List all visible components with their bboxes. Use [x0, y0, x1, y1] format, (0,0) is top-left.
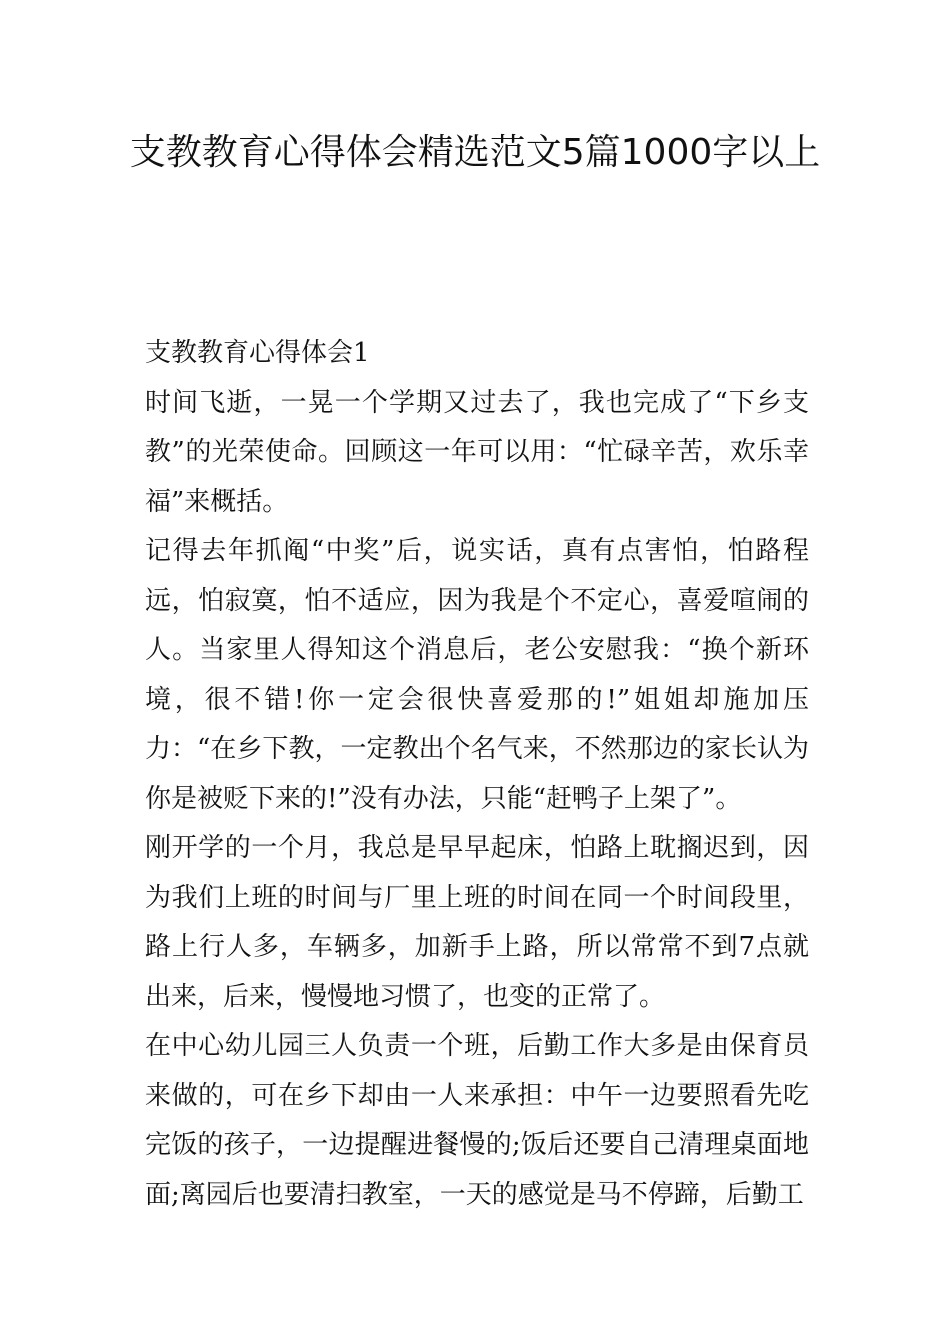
- paragraph: 在中心幼儿园三人负责一个班，后勤工作大多是由保育员来做的，可在乡下却由一人来承担：中午一边要照看先吃完饭的孩子，一边提醒进餐慢的;饭后还要自己清理桌面地面;离园后也要清扫教室，一天的感觉是马不停蹄，后勤工: [145, 1031, 809, 1210]
- paragraph: 刚开学的一个月，我总是早早起床，怕路上耽搁迟到，因为我们上班的时间与厂里上班的时间在同一个时间段里，路上行人多，车辆多，加新手上路，所以常常不到7点就出来，后来，慢慢地习惯了，也变的正常了。: [145, 833, 809, 1012]
- document-title: 支教教育心得体会精选范文5篇1000字以上: [129, 132, 821, 173]
- paragraph: 记得去年抓阄“中奖”后，说实话，真有点害怕，怕路程远，怕寂寞，怕不适应，因为我是个不定心，喜爱喧闹的人。当家里人得知这个消息后，老公安慰我：“换个新环境，很不错!你一定会很快喜爱那的!”姐姐却施加压力：“在乡下教，一定教出个名气来，不然那边的家长认为你是被贬下来的!”没有办法，只能“赶鸭子上架了”。: [145, 536, 809, 814]
- section-heading: 支教教育心得体会1: [145, 338, 370, 368]
- document-body: [145, 329, 809, 1220]
- paragraph: 时间飞逝，一晃一个学期又过去了，我也完成了“下乡支教”的光荣使命。回顾这一年可以用：“忙碌辛苦，欢乐幸福”来概括。: [145, 387, 809, 517]
